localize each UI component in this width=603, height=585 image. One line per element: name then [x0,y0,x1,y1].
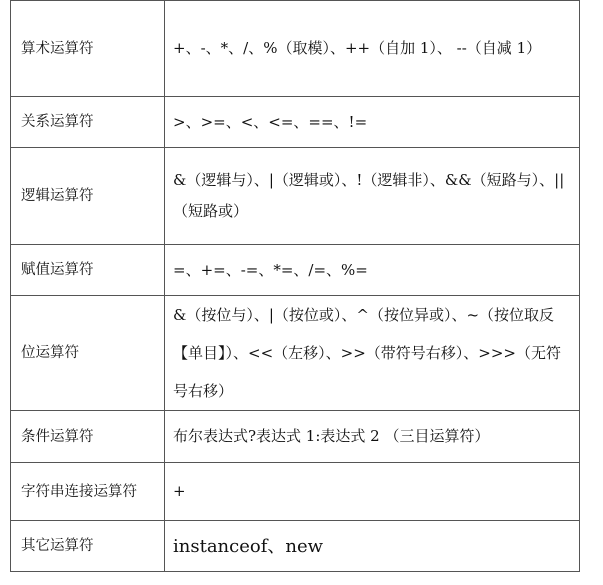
table-row [11,521,580,572]
operator-category: 逻辑运算符 [11,148,165,245]
operator-list: &（逻辑与）、|（逻辑或）、!（逻辑非）、&&（短路与）、||（短路或） [165,148,580,245]
operator-list: + [165,463,580,521]
operator-list: +、-、*、/、%（取模）、++（自加 1）、 --（自减 1） [165,1,580,97]
operator-list: instanceof、new [165,521,580,572]
table-row [11,411,580,463]
operators-table [10,0,580,572]
table-row [11,245,580,296]
table-row [11,296,580,411]
operator-category: 字符串连接运算符 [11,463,165,521]
operator-category: 关系运算符 [11,97,165,148]
table-row [11,463,580,521]
table-row [11,148,580,245]
operator-category: 赋值运算符 [11,245,165,296]
table-row [11,97,580,148]
operator-list: >、>=、<、<=、==、!= [165,97,580,148]
operator-category: 其它运算符 [11,521,165,572]
operator-category: 位运算符 [11,296,165,411]
table-row [11,1,580,97]
operator-list: 布尔表达式?表达式 1:表达式 2 （三目运算符） [165,411,580,463]
operator-category: 条件运算符 [11,411,165,463]
operator-list: =、+=、-=、*=、/=、%= [165,245,580,296]
operator-category: 算术运算符 [11,1,165,97]
operator-list: &（按位与）、|（按位或）、^（按位异或）、~（按位取反【单目】）、<<（左移）、>>（带符号右移）、>>>（无符号右移） [165,296,580,411]
